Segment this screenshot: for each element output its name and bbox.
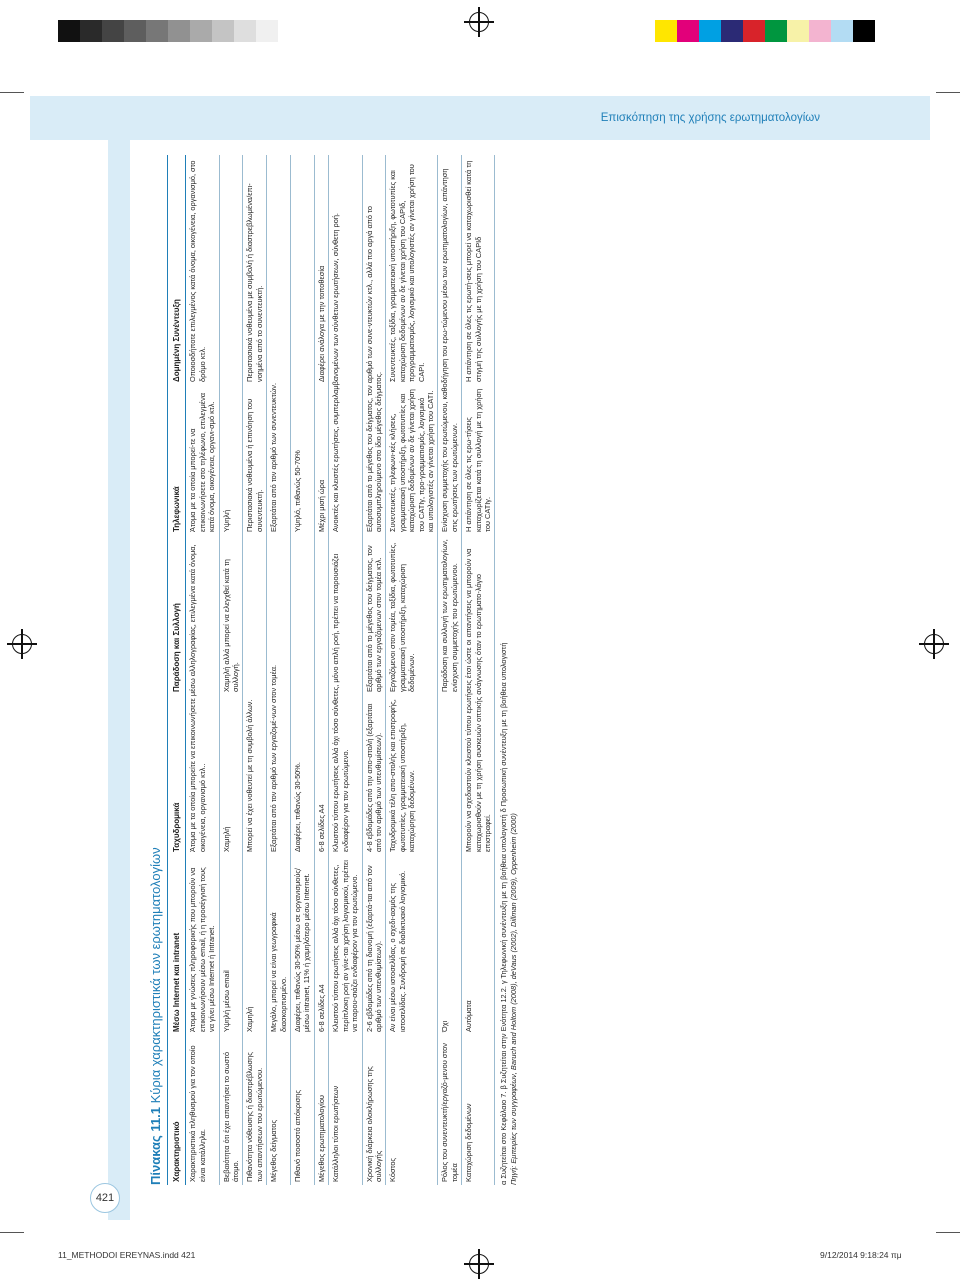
table-cell: Μεγάλο, μπορεί να είναι γεωγραφικά διασκορπισμένο. xyxy=(267,855,291,1035)
table-cell: Όχι xyxy=(438,695,462,1035)
table-cell: Χαμηλή αλλά μπορεί να ελεγχθεί κατά τη συλλογή. xyxy=(219,535,243,695)
crop-mark xyxy=(936,92,960,93)
running-head: Επισκόπηση της χρήσης ερωτηματολογίων xyxy=(600,112,820,124)
row-label: Βεβαιότητα ότι έχει απαντήσει το σωστό άτομο. xyxy=(219,1035,243,1185)
row-label: Ρόλος του συνεντευκτή/εργαζό-μενου στον τομέα xyxy=(438,1035,462,1185)
table-row xyxy=(438,155,462,1185)
color-swatch-7 xyxy=(809,20,831,42)
registration-mark-bottom xyxy=(469,1254,489,1274)
table-row xyxy=(314,155,328,1185)
table-cell: Υψηλή μέσω email xyxy=(219,855,243,1035)
table-cell: Άτομα με τα οποία μπορεί-τε να επικοινωνήσετε στο τηλέφωνο, επιλεγμένα κατά όνομα, οικογένεια, οργανι-σμό κτλ. xyxy=(186,385,219,535)
table-caption xyxy=(145,155,167,1185)
gray-swatch-3 xyxy=(124,20,146,42)
table-row xyxy=(267,155,291,1185)
table-cell: Ενίσχυση συμμετοχής του ερωτώμενου, καθοδήγηση του ερω-τώμενου μέσω των ερωτηματολογίων, απάντηση στις ερωτήσεις των ερωτώμενων. xyxy=(438,155,462,535)
row-label: Χρονική διάρκεια ολοκλήρωσης της συλλογής xyxy=(362,1035,386,1185)
table-cell: Διαφέρει, πιθανώς 30-50% μέσω σε οργανισμούς/μέσω intranet, 11% ή χαμηλότερο μέσω Internet. xyxy=(291,855,315,1035)
table-cell: Ανοικτές και κλειστές ερωτήσεις, συμπεριλαμβανομένων των σύνθετων ερωτήσεων, σύνθετη ροή. xyxy=(329,155,362,535)
rotated-table-page xyxy=(145,155,835,1185)
table-cell: Άτομα με τα οποία μπορείτε να επικοινωνήσετε μέσω αλληλογραφίας, επιλεγμένα κατά όνομα, οικογένεια, οργανισμό κτλ.. xyxy=(186,535,219,855)
color-swatch-0 xyxy=(655,20,677,42)
table-cell: Συνεντευκτές, ταξίδια, γραμματειακή υποστήριξη, φωτοτυπίες και καταχώριση δεδομένων αν δε γίνεται χρήση του CAPIδ, προγραμματισμός, λογισμικό και υπολογιστές αν γίνεται χρήση του CAPI. xyxy=(386,155,438,385)
color-swatch-2 xyxy=(699,20,721,42)
column-header: Ταχυδρομικά xyxy=(168,695,186,855)
crop-mark xyxy=(0,92,24,93)
table-row xyxy=(219,155,243,1185)
table-row xyxy=(362,155,386,1185)
table-cell: Κλειστού τύπου ερωτήσεις αλλά όχι τόσο σύνθετες, περίπλοκη ροή αν γίνε-ται χρήση λογισμικού, πρέπει να παρου-σιάζει ενδιαφέρον για τον ερωτώμενο. xyxy=(329,855,362,1035)
column-header: Χαρακτηριστικό xyxy=(168,1035,186,1185)
table-cell: Μπορούν να σχεδιαστούν κλειστού τύπου ερωτήσεις έτσι ώστε οι απαντήσεις να μπορούν να καταχωρισθούν με τη χρήση συσκευών οπτικής ανάγνωσης όταν το ερωτηματο-λόγιο επιστραφεί. xyxy=(462,535,495,855)
row-label: Πιθανό ποσοστό απόκρισης xyxy=(291,1035,315,1185)
table-cell: Εξαρτάται από τον αριθμό των συνεντευκτών. xyxy=(267,155,291,535)
crop-mark xyxy=(936,1232,960,1233)
table-title: Κύρια χαρακτηριστικά των ερωτηματολογίων xyxy=(148,847,163,1104)
table-cell: 6-8 σελίδες Α4 xyxy=(314,535,328,855)
table-row xyxy=(462,155,495,1185)
color-swatch-8 xyxy=(831,20,853,42)
table-cell: Χαμηλή xyxy=(219,695,243,855)
gray-swatch-7 xyxy=(212,20,234,42)
table-cell: 4-8 εβδομάδες από την απο-στολή (εξαρτάται από τον αριθμό των υπενθυμίσεων). xyxy=(362,695,386,855)
color-swatch-6 xyxy=(787,20,809,42)
row-label: Κατάλληλοι τύποι ερωτήσεων xyxy=(329,1035,362,1185)
registration-mark-right xyxy=(924,634,944,654)
table-cell: Η απάντηση σε όλες τις ερω-τήσεις καταχωρίζεται κατά τη συλλογή με τη χρήση του CATIγ. xyxy=(462,385,495,535)
color-swatch-9 xyxy=(853,20,875,42)
side-stripe xyxy=(108,140,130,1220)
table-cell: 2-6 εβδομάδες από τη διανομή (εξαρτά-ται από τον αριθμό των υπενθυμίσεων). xyxy=(362,855,386,1035)
table-number: Πίνακας 11.1 xyxy=(148,1107,163,1185)
gray-calibration-bar xyxy=(58,20,278,42)
table-cell: Μέχρι μισή ώρα xyxy=(314,385,328,535)
table-cell: Υψηλό, πιθανώς 50-70% xyxy=(291,155,315,535)
page-number: 421 xyxy=(90,1183,120,1213)
table-cell: Διαφέρει ανάλογα με την τοποθεσία xyxy=(314,155,328,385)
row-label: Μέγεθος δείγματος xyxy=(267,1035,291,1185)
column-header: Τηλεφωνικά xyxy=(168,385,186,535)
table-cell: Μπορεί να έχει νοθευτεί με τη συμβολή άλλων. xyxy=(243,535,267,855)
registration-mark-left xyxy=(12,634,32,654)
table-cell: Υψηλή xyxy=(219,155,243,535)
table-cell: Εξαρτάται από το μέγεθος του δείγματος, τον αριθμό των εργαζόμενων στον τομέα κτλ. xyxy=(362,535,386,695)
table-cell: Παράδοση και συλλογή των ερωτηματολογίων, ενίσχυση συμμετοχής του ερωτώμενου. xyxy=(438,535,462,695)
table-cell: Ταχυδρομικά τέλη απο-στολής και επιστροφής, φωτοτυπίες, γραμματειακή υποστήριξη, καταχώρηση δεδομένων. xyxy=(386,695,438,855)
color-swatch-3 xyxy=(721,20,743,42)
row-label: Κόστος xyxy=(386,1035,438,1185)
table-cell: Αν είναι μέσω ιστοσελίδας, ο σχεδι-ασμός της ιστοσελίδας. Συνδρομή σε διαδικτυακό λογισμικό. xyxy=(386,855,438,1035)
table-cell: Εξαρτάται από το μέγεθος του δείγματος, τον αριθμό των συνε-ντευκτών κτλ., αλλά πιο αργά από το αυτοσυμπληρούμενο στο ίδιο μέγεθος δείγματος. xyxy=(362,155,386,535)
table-cell: Περιστασιακά νοθευμένα ή επινόηση του συνεντευκτή. xyxy=(243,385,267,535)
table-cell: Εξαρτάται από τον αριθμό των εργαζομέ-νων στον τομέα. xyxy=(267,535,291,855)
table-row xyxy=(386,155,438,1185)
characteristics-table xyxy=(167,155,495,1185)
gray-swatch-0 xyxy=(58,20,80,42)
gray-swatch-9 xyxy=(256,20,278,42)
column-header: Παράδοση και Συλλογή xyxy=(168,535,186,695)
table-source: Πηγή: Εμπειρίες των συγγραφέων, Baruch and Holtom (2008), deVaus (2002), Dillman (2009), Oppenheim (2000) xyxy=(509,813,519,1185)
column-header: Μέσω Internet και intranet xyxy=(168,855,186,1035)
table-row xyxy=(243,155,267,1185)
table-cell: Άτομα με γνώσεις πληροφορικής που μπορούν να επικοινωνήσουν μέσω email, ή η προσέγγισή τους να γίνει μέσω Internet ή Intranet. xyxy=(186,855,219,1035)
table-cell: Αυτόματα xyxy=(462,855,495,1035)
color-swatch-1 xyxy=(677,20,699,42)
gray-swatch-8 xyxy=(234,20,256,42)
table-row xyxy=(329,155,362,1185)
registration-mark-top xyxy=(469,12,489,32)
row-label: Πιθανότητα νόθευσης ή διαστρέβλωσης των απαντήσεων του ερωτώμενου. xyxy=(243,1035,267,1185)
gray-swatch-2 xyxy=(102,20,124,42)
table-cell: 6-8 σελίδες Α4 xyxy=(314,855,328,1035)
table-cell: Κλειστού τύπου ερωτήσεις αλλά όχι τόσο σύνθετες, μόνο απλή ροή, πρέπει να παρουσιάζει ενδιαφέρον για τον ερωτώμενο. xyxy=(329,535,362,855)
row-label: Καταχώριση δεδομένων xyxy=(462,1035,495,1185)
table-cell: Εργαζόμενοι στον τομέα, ταξίδια, φωτοτυπίες, γραμματειακή υποστήριξη, καταχώριση δεδομένων. xyxy=(386,535,438,695)
gray-swatch-4 xyxy=(146,20,168,42)
column-header: Δομημένη Συνέντευξη xyxy=(168,155,186,385)
row-label: Χαρακτηριστικά πληθυσμού για τον οποίο είναι κατάλληλα. xyxy=(186,1035,219,1185)
gray-swatch-5 xyxy=(168,20,190,42)
table-row xyxy=(186,155,219,1185)
table-cell: Οποιοσδήποτε επιλεγμένος κατά όνομα, οικογένεια, οργανισμό, στο δρόμο κτλ. xyxy=(186,155,219,385)
table-cell: Διαφέρει, πιθανώς 30-50%. xyxy=(291,535,315,855)
crop-mark xyxy=(0,1232,24,1233)
footer-file-info: 11_METHODOI EREYNAS.indd 421 xyxy=(58,1250,196,1260)
color-calibration-bar xyxy=(655,20,875,42)
gray-swatch-6 xyxy=(190,20,212,42)
table-row xyxy=(291,155,315,1185)
gray-swatch-1 xyxy=(80,20,102,42)
table-cell: Η απάντηση σε όλες τις ερωτή-σεις μπορεί να καταχωρισθεί κατά τη στιγμή της συλλογής με τη χρήση του CAPIδ xyxy=(462,155,495,385)
row-label: Μέγεθος ερωτηματολογίου xyxy=(314,1035,328,1185)
table-footnote: α Συζητείται στο Κεφάλαιο 7. β Συζητείται στην Ενότητα 12.2. γ Τηλεφωνική συνέντευξη με τη βοήθεια υπολογιστή δ Προσωπική συνέντευξη με τη βοήθεια υπολογιστή xyxy=(499,642,509,1185)
footer-date-info: 9/12/2014 9:18:24 πμ xyxy=(820,1250,902,1260)
table-cell: Περιστασιακά νοθευμένα με συμβολή ή διαστρεβλωμένα/επι-νοημένα από το συνεντευκτή. xyxy=(243,155,267,385)
color-swatch-5 xyxy=(765,20,787,42)
table-cell: Συνεντευκτές, τηλεφωνι-κές κλήσεις, γραμματειακή υποστήριξη, φωτοτυπίες και καταχώριση δεδομένων αν δε γίνεται χρήση του CATIγ, προ-γραμματισμός, λογισμικό και υπολογιστές αν γίνεται χρήση του CATI. xyxy=(386,385,438,535)
color-swatch-4 xyxy=(743,20,765,42)
table-cell: Χαμηλή xyxy=(243,855,267,1035)
